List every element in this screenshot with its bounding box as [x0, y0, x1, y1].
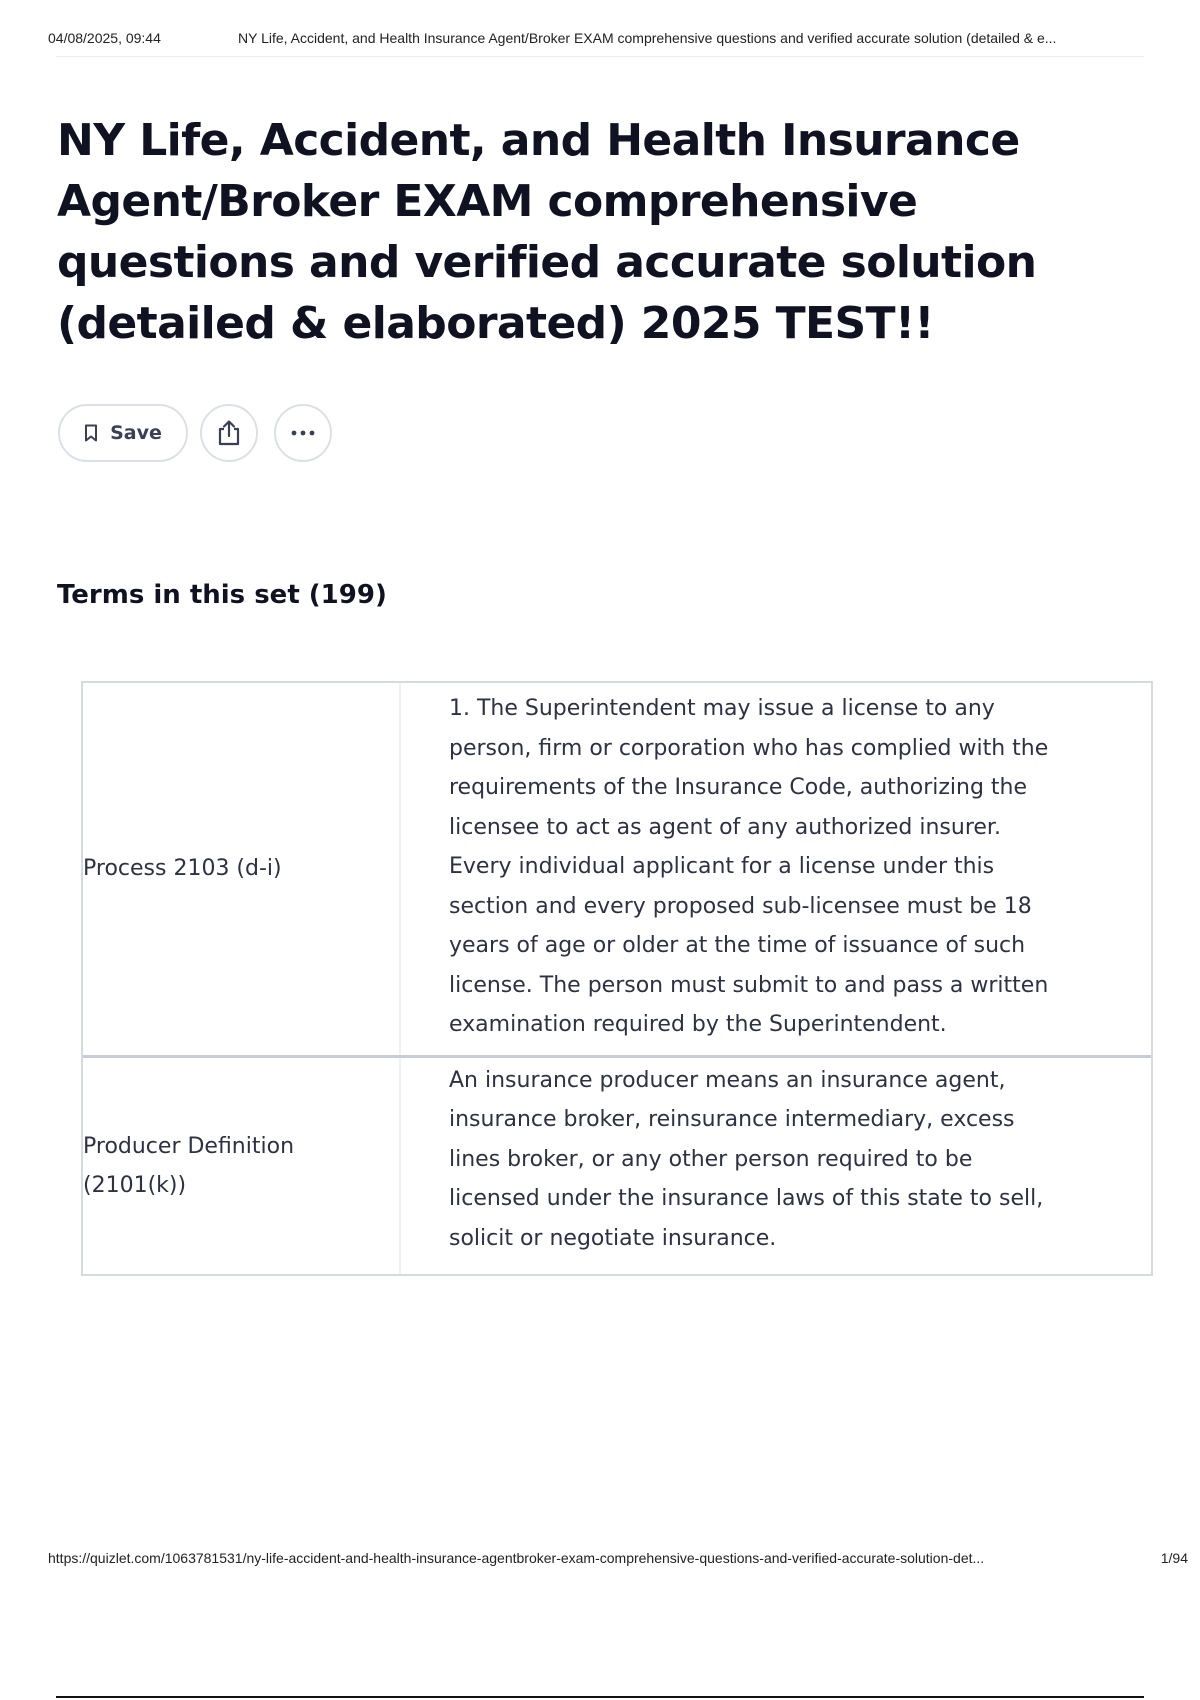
save-button-label: Save [110, 422, 162, 444]
print-footer [48, 1550, 1188, 1572]
more-options-icon [290, 429, 316, 437]
terms-heading: Terms in this set (199) [57, 580, 387, 610]
term-row [83, 1058, 1151, 1275]
print-document-title: NY Life, Accident, and Health Insurance Agent/Broker EXAM comprehensive questions and verified accurate solution (detailed & e... [238, 30, 1057, 46]
definition-text: 1. The Superintendent may issue a license to any person, firm or corporation who has complied with the requirements of the Insurance Code, authorizing the licensee to act as agent of any authorized insurer. Every individual applicant for a license under this section and every proposed sub-licensee must be 18 years of age or older at the time of issuance of such license. The person must submit to and pass a written examination required by the Superintendent. [449, 696, 1049, 1037]
more-options-button[interactable] [274, 404, 332, 462]
share-icon [216, 419, 242, 447]
term-row [83, 683, 1151, 1058]
definition-text: An insurance producer means an insurance agent, insurance broker, reinsurance intermediary, excess lines broker, or any other person required to be licensed under the insurance laws of this state to sell, solicit or negotiate insurance. [449, 1067, 1044, 1251]
print-date: 04/08/2025, 09:44 [48, 30, 161, 46]
page-title: NY Life, Accident, and Health Insurance Agent/Broker EXAM comprehensive questions and verified accurate solution (detailed & elaborated) 2025 TEST!! [57, 115, 1037, 349]
terms-table [81, 681, 1153, 1276]
header-divider [56, 56, 1144, 57]
print-header [48, 30, 1180, 52]
bottom-divider [56, 1696, 1144, 1698]
print-url: https://quizlet.com/1063781531/ny-life-accident-and-health-insurance-agentbroker-exam-comprehensive-questions-and-verified-accurate-solution-det... [48, 1550, 985, 1566]
page-number: 1/94 [1160, 1550, 1188, 1566]
share-button[interactable] [200, 404, 258, 462]
term-text: Producer Definition (2101(k)) [83, 1058, 401, 1275]
save-button[interactable] [58, 404, 188, 462]
bookmark-icon [84, 424, 98, 442]
term-text: Process 2103 (d-i) [83, 683, 401, 1055]
